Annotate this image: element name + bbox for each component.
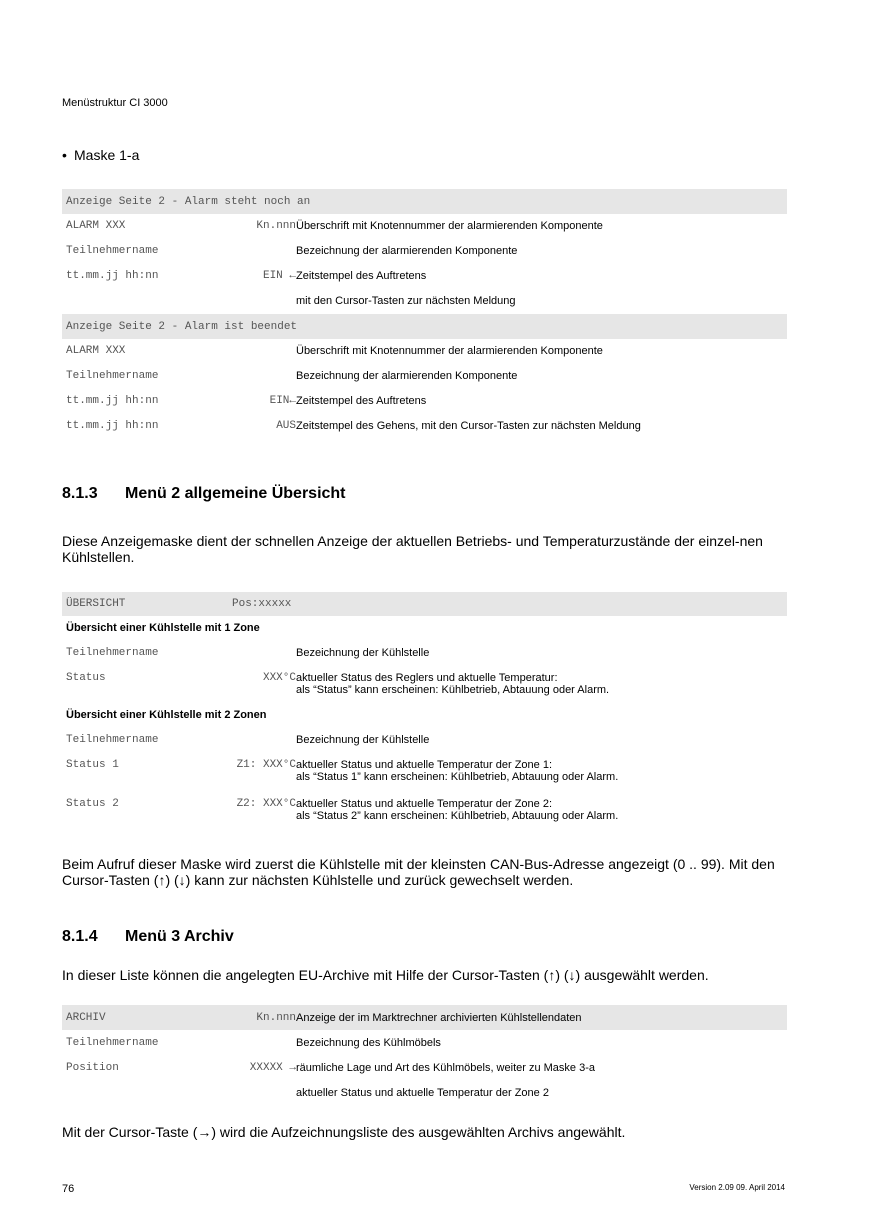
display-line-left: ALARM XXX	[66, 345, 126, 357]
bullet-symbol: •	[62, 147, 67, 163]
mask-1a-table	[62, 189, 787, 439]
display-line-right	[232, 640, 296, 665]
section-title: Menü 2 allgemeine Übersicht	[125, 485, 346, 502]
table-header-row	[62, 314, 787, 339]
table-row	[62, 239, 787, 264]
row-description-line: aktueller Status des Reglers und aktuelle Temperatur:	[296, 672, 558, 684]
table-row	[62, 640, 787, 665]
display-line-right: AUS	[276, 420, 296, 432]
table-row	[62, 1080, 787, 1105]
subheading-two-zones: Übersicht einer Kühlstelle mit 2 Zonen	[66, 709, 267, 721]
table-header-right: Kn.nnn	[232, 1005, 296, 1030]
display-line-right	[232, 239, 296, 264]
display-line-right	[232, 339, 296, 364]
table-header-description: Anzeige der im Marktrechner archivierten Kühlstellendaten	[296, 1005, 787, 1030]
display-line-right: Kn.nnn	[256, 220, 296, 232]
display-line-right: EIN ←	[262, 270, 296, 282]
table-header-filler	[296, 592, 787, 616]
section-heading-8-1-3	[62, 485, 346, 503]
display-line-left: tt.mm.jj hh:nn	[66, 395, 159, 407]
display-line-right: XXXXX →	[249, 1062, 296, 1074]
display-line-left: Status 1	[66, 759, 119, 771]
display-line-left	[62, 289, 232, 314]
table-header-left: ARCHIV	[62, 1005, 232, 1030]
row-description: Bezeichnung des Kühlmöbels	[296, 1037, 441, 1049]
display-line-left	[62, 1080, 232, 1105]
display-line-right	[232, 1080, 296, 1105]
row-description	[296, 791, 787, 827]
page-number: 76	[62, 1183, 75, 1195]
row-description	[296, 727, 787, 752]
row-description: Zeitstempel des Auftretens	[296, 395, 427, 407]
display-line-left: Status 2	[66, 798, 119, 810]
table-row	[62, 364, 787, 389]
row-description: mit den Cursor-Tasten zur nächsten Meldung	[296, 295, 516, 307]
row-description	[296, 752, 787, 791]
table-row	[62, 1030, 787, 1055]
row-description: aktueller Status und aktuelle Temperatur der Zone 2	[296, 1087, 549, 1099]
row-description	[296, 640, 787, 665]
table-header-right: Pos:xxxxx	[232, 592, 296, 616]
section-outro-paragraph: Mit der Cursor-Taste (→) wird die Aufzeichnungsliste des ausgewählten Archivs angewählt.	[62, 1124, 626, 1140]
display-line-left: Status	[66, 672, 106, 684]
section-heading-8-1-4	[62, 928, 234, 946]
section-number: 8.1.4	[62, 928, 98, 945]
bullet-item	[62, 147, 139, 163]
table-row	[62, 289, 787, 314]
table-header-row	[62, 592, 787, 616]
row-description: Überschrift mit Knotennummer der alarmierenden Komponente	[296, 220, 603, 232]
display-line-left: tt.mm.jj hh:nn	[66, 270, 159, 282]
table-row	[62, 791, 787, 827]
row-description-line: Bezeichnung der Kühlstelle	[296, 647, 430, 659]
row-description-line: aktueller Status und aktuelle Temperatur der Zone 1:	[296, 759, 553, 771]
subheading-one-zone: Übersicht einer Kühlstelle mit 1 Zone	[66, 622, 260, 634]
table-row	[62, 727, 787, 752]
table-header-row	[62, 1005, 787, 1030]
table-row	[62, 752, 787, 791]
section-intro-paragraph: In dieser Liste können die angelegten EU-Archive mit Hilfe der Cursor-Tasten (↑) (↓) ausgewählt werden.	[62, 967, 709, 983]
table-row	[62, 264, 787, 289]
row-description: Überschrift mit Knotennummer der alarmierenden Komponente	[296, 345, 603, 357]
display-line-left: Teilnehmername	[66, 1037, 159, 1049]
row-description: Zeitstempel des Gehens, mit den Cursor-Tasten zur nächsten Meldung	[296, 420, 641, 432]
overview-table	[62, 592, 787, 827]
row-description-line: als “Status 2” kann erscheinen: Kühlbetrieb, Abtauung oder Alarm.	[296, 810, 619, 822]
row-description: räumliche Lage und Art des Kühlmöbels, weiter zu Maske 3-a	[296, 1062, 595, 1074]
display-line-right	[232, 289, 296, 314]
table-row	[62, 414, 787, 439]
version-date: Version 2.09 09. April 2014	[689, 1183, 785, 1192]
row-description-line: Bezeichnung der Kühlstelle	[296, 734, 430, 746]
display-line-left: Position	[66, 1062, 119, 1074]
display-line-left: Teilnehmername	[66, 647, 159, 659]
table-header-active: Anzeige Seite 2 - Alarm steht noch an	[62, 189, 787, 214]
subheading-row	[62, 616, 787, 640]
running-header: Menüstruktur CI 3000	[62, 97, 168, 109]
row-description-line: als “Status 1” kann erscheinen: Kühlbetrieb, Abtauung oder Alarm.	[296, 771, 619, 783]
display-line-right: XXX°C	[262, 672, 296, 684]
table-row	[62, 665, 787, 703]
table-row	[62, 389, 787, 414]
display-line-right: Z1: XXX°C	[236, 759, 296, 771]
table-header-ended: Anzeige Seite 2 - Alarm ist beendet	[62, 314, 787, 339]
subheading-row	[62, 703, 787, 727]
table-row	[62, 1055, 787, 1080]
table-header-row	[62, 189, 787, 214]
display-line-right	[232, 364, 296, 389]
row-description-line: aktueller Status und aktuelle Temperatur der Zone 2:	[296, 798, 553, 810]
section-outro-paragraph: Beim Aufruf dieser Maske wird zuerst die Kühlstelle mit der kleinsten CAN-Bus-Adresse angezeigt (0 .. 99). Mit den Cursor-Tasten (↑) (↓) kann zur nächsten Kühlstelle und zurück gewechselt werden.	[62, 856, 775, 888]
row-description: Bezeichnung der alarmierenden Komponente	[296, 370, 518, 382]
table-header-left: ÜBERSICHT	[62, 592, 232, 616]
display-line-left: Teilnehmername	[66, 370, 159, 382]
section-intro-paragraph: Diese Anzeigemaske dient der schnellen Anzeige der aktuellen Betriebs- und Temperaturzustände der einzel-nen Kühlstellen.	[62, 533, 763, 565]
display-line-right: EIN←	[269, 395, 296, 407]
table-row	[62, 214, 787, 239]
display-line-left: tt.mm.jj hh:nn	[66, 420, 159, 432]
bullet-text: Maske 1-a	[74, 147, 140, 163]
row-description: Zeitstempel des Auftretens	[296, 270, 427, 282]
display-line-right	[232, 1030, 296, 1055]
archive-table	[62, 1005, 787, 1105]
display-line-left: Teilnehmername	[66, 734, 159, 746]
table-row	[62, 339, 787, 364]
section-title: Menü 3 Archiv	[125, 928, 234, 945]
display-line-left: ALARM XXX	[66, 220, 126, 232]
row-description-line: als “Status” kann erscheinen: Kühlbetrieb, Abtauung oder Alarm.	[296, 684, 610, 696]
display-line-left: Teilnehmername	[66, 245, 159, 257]
row-description: Bezeichnung der alarmierenden Komponente	[296, 245, 518, 257]
section-number: 8.1.3	[62, 485, 98, 502]
display-line-right	[232, 727, 296, 752]
row-description	[296, 665, 787, 703]
display-line-right: Z2: XXX°C	[236, 798, 296, 810]
